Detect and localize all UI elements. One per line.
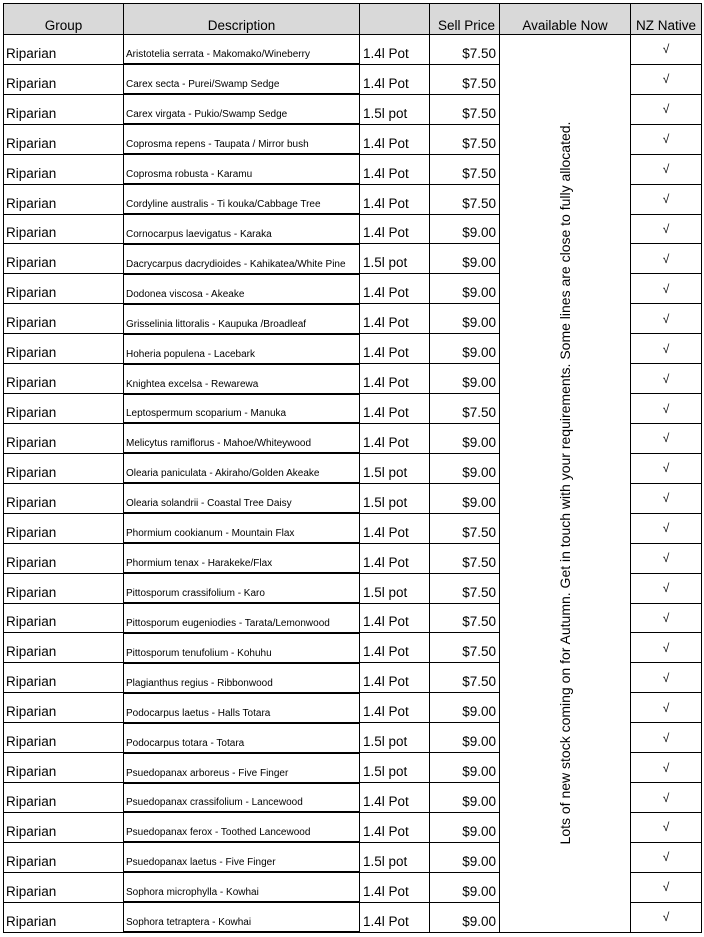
- description-cell[interactable]: Cornocarpus laevigatus - Karaka: [124, 214, 360, 244]
- description-cell[interactable]: Cordyline australis - Ti kouka/Cabbage Tree: [124, 184, 360, 214]
- sell-price-cell[interactable]: $7.50: [430, 35, 500, 65]
- availability-note: Lots of new stock coming on for Autumn. Get in touch with your requirements. Some lines are close to fully allocated.: [557, 121, 573, 845]
- group-cell[interactable]: Riparian: [4, 35, 124, 65]
- pot-size-cell[interactable]: 1.4l Pot: [360, 214, 430, 244]
- pot-size-cell[interactable]: 1.4l Pot: [360, 902, 430, 932]
- pot-size-cell[interactable]: 1.4l Pot: [360, 64, 430, 94]
- nz-native-check-icon[interactable]: √: [631, 364, 702, 394]
- table-body: [4, 35, 702, 933]
- nz-native-check-icon[interactable]: √: [631, 453, 702, 483]
- pot-size-cell[interactable]: 1.4l Pot: [360, 394, 430, 424]
- nz-native-check-icon[interactable]: √: [631, 693, 702, 723]
- description-cell[interactable]: Dodonea viscosa - Akeake: [124, 274, 360, 304]
- group-cell[interactable]: Riparian: [4, 64, 124, 94]
- nz-native-check-icon[interactable]: √: [631, 812, 702, 842]
- description-cell[interactable]: Psuedopanax ferox - Toothed Lancewood: [124, 812, 360, 842]
- sell-price-cell[interactable]: $9.00: [430, 842, 500, 872]
- nz-native-check-icon[interactable]: √: [631, 423, 702, 453]
- column-header-nz-native[interactable]: NZ Native: [631, 4, 702, 35]
- sell-price-cell[interactable]: $9.00: [430, 812, 500, 842]
- description-cell[interactable]: Knightea excelsa - Rewarewa: [124, 364, 360, 394]
- description-cell[interactable]: Olearia solandrii - Coastal Tree Daisy: [124, 483, 360, 513]
- nz-native-check-icon[interactable]: √: [631, 334, 702, 364]
- description-cell[interactable]: Psuedopanax arboreus - Five Finger: [124, 753, 360, 783]
- group-cell[interactable]: Riparian: [4, 603, 124, 633]
- group-cell[interactable]: Riparian: [4, 872, 124, 902]
- nz-native-check-icon[interactable]: √: [631, 214, 702, 244]
- group-cell[interactable]: Riparian: [4, 543, 124, 573]
- description-cell[interactable]: Olearia paniculata - Akiraho/Golden Akeake: [124, 453, 360, 483]
- sell-price-cell[interactable]: $9.00: [430, 364, 500, 394]
- column-header-group[interactable]: Group: [4, 4, 124, 35]
- sell-price-cell[interactable]: $7.50: [430, 64, 500, 94]
- pot-size-cell[interactable]: 1.5l pot: [360, 483, 430, 513]
- header-row: [4, 4, 702, 35]
- sell-price-cell[interactable]: $7.50: [430, 184, 500, 214]
- pot-size-cell[interactable]: 1.5l pot: [360, 94, 430, 124]
- pot-size-cell[interactable]: 1.4l Pot: [360, 364, 430, 394]
- pot-size-cell[interactable]: 1.5l pot: [360, 244, 430, 274]
- nz-native-check-icon[interactable]: √: [631, 842, 702, 872]
- sell-price-cell[interactable]: $7.50: [430, 543, 500, 573]
- group-cell[interactable]: Riparian: [4, 753, 124, 783]
- nz-native-check-icon[interactable]: √: [631, 124, 702, 154]
- nz-native-check-icon[interactable]: √: [631, 394, 702, 424]
- nz-native-check-icon[interactable]: √: [631, 872, 702, 902]
- description-cell[interactable]: Dacrycarpus dacrydioides - Kahikatea/White Pine: [124, 244, 360, 274]
- nz-native-check-icon[interactable]: √: [631, 513, 702, 543]
- sell-price-cell[interactable]: $7.50: [430, 663, 500, 693]
- pot-size-cell[interactable]: 1.4l Pot: [360, 783, 430, 813]
- description-cell[interactable]: Coprosma repens - Taupata / Mirror bush: [124, 124, 360, 154]
- group-cell[interactable]: Riparian: [4, 364, 124, 394]
- sell-price-cell[interactable]: $9.00: [430, 693, 500, 723]
- description-cell[interactable]: Psuedopanax crassifolium - Lancewood: [124, 783, 360, 813]
- group-cell[interactable]: Riparian: [4, 812, 124, 842]
- group-cell[interactable]: Riparian: [4, 124, 124, 154]
- sell-price-cell[interactable]: $7.50: [430, 603, 500, 633]
- description-cell[interactable]: Pittosporum eugeniodies - Tarata/Lemonwood: [124, 603, 360, 633]
- group-cell[interactable]: Riparian: [4, 483, 124, 513]
- pot-size-cell[interactable]: 1.4l Pot: [360, 603, 430, 633]
- group-cell[interactable]: Riparian: [4, 573, 124, 603]
- sell-price-cell[interactable]: $9.00: [430, 214, 500, 244]
- description-cell[interactable]: Aristotelia serrata - Makomako/Wineberry: [124, 35, 360, 65]
- pot-size-cell[interactable]: 1.4l Pot: [360, 812, 430, 842]
- sell-price-cell[interactable]: $7.50: [430, 573, 500, 603]
- group-cell[interactable]: Riparian: [4, 94, 124, 124]
- description-cell[interactable]: Coprosma robusta - Karamu: [124, 154, 360, 184]
- sell-price-cell[interactable]: $7.50: [430, 633, 500, 663]
- description-cell[interactable]: Pittosporum tenufolium - Kohuhu: [124, 633, 360, 663]
- pot-size-cell[interactable]: 1.4l Pot: [360, 124, 430, 154]
- nz-native-check-icon[interactable]: √: [631, 35, 702, 65]
- available-now-cell[interactable]: [500, 35, 631, 933]
- nz-native-check-icon[interactable]: √: [631, 783, 702, 813]
- description-cell[interactable]: Leptospermum scoparium - Manuka: [124, 394, 360, 424]
- group-cell[interactable]: Riparian: [4, 394, 124, 424]
- pot-size-cell[interactable]: 1.5l pot: [360, 573, 430, 603]
- sell-price-cell[interactable]: $9.00: [430, 753, 500, 783]
- price-list-table: [3, 3, 702, 933]
- nz-native-check-icon[interactable]: √: [631, 483, 702, 513]
- nz-native-check-icon[interactable]: √: [631, 64, 702, 94]
- description-cell[interactable]: Sophora tetraptera - Kowhai: [124, 902, 360, 932]
- group-cell[interactable]: Riparian: [4, 723, 124, 753]
- column-header-description[interactable]: Description: [124, 4, 360, 35]
- column-header-size[interactable]: [360, 4, 430, 35]
- pot-size-cell[interactable]: 1.4l Pot: [360, 184, 430, 214]
- group-cell[interactable]: Riparian: [4, 154, 124, 184]
- sell-price-cell[interactable]: $9.00: [430, 423, 500, 453]
- sell-price-cell[interactable]: $9.00: [430, 304, 500, 334]
- group-cell[interactable]: Riparian: [4, 842, 124, 872]
- nz-native-check-icon[interactable]: √: [631, 723, 702, 753]
- table-row: [4, 35, 702, 65]
- description-cell[interactable]: Plagianthus regius - Ribbonwood: [124, 663, 360, 693]
- sell-price-cell[interactable]: $9.00: [430, 274, 500, 304]
- group-cell[interactable]: Riparian: [4, 214, 124, 244]
- nz-native-check-icon[interactable]: √: [631, 94, 702, 124]
- description-cell[interactable]: Carex secta - Purei/Swamp Sedge: [124, 64, 360, 94]
- nz-native-check-icon[interactable]: √: [631, 244, 702, 274]
- pot-size-cell[interactable]: 1.4l Pot: [360, 872, 430, 902]
- group-cell[interactable]: Riparian: [4, 693, 124, 723]
- pot-size-cell[interactable]: 1.4l Pot: [360, 543, 430, 573]
- description-cell[interactable]: Melicytus ramiflorus - Mahoe/Whiteywood: [124, 423, 360, 453]
- sell-price-cell[interactable]: $9.00: [430, 872, 500, 902]
- description-cell[interactable]: Pittosporum crassifolium - Karo: [124, 573, 360, 603]
- group-cell[interactable]: Riparian: [4, 423, 124, 453]
- sell-price-cell[interactable]: $9.00: [430, 334, 500, 364]
- pot-size-cell[interactable]: 1.4l Pot: [360, 663, 430, 693]
- group-cell[interactable]: Riparian: [4, 633, 124, 663]
- group-cell[interactable]: Riparian: [4, 663, 124, 693]
- column-header-sell-price[interactable]: Sell Price: [430, 4, 500, 35]
- sell-price-cell[interactable]: $9.00: [430, 902, 500, 932]
- sell-price-cell[interactable]: $9.00: [430, 723, 500, 753]
- pot-size-cell[interactable]: 1.4l Pot: [360, 334, 430, 364]
- pot-size-cell[interactable]: 1.4l Pot: [360, 274, 430, 304]
- nz-native-check-icon[interactable]: √: [631, 154, 702, 184]
- sell-price-cell[interactable]: $9.00: [430, 453, 500, 483]
- nz-native-check-icon[interactable]: √: [631, 573, 702, 603]
- pot-size-cell[interactable]: 1.4l Pot: [360, 154, 430, 184]
- sell-price-cell[interactable]: $9.00: [430, 483, 500, 513]
- description-cell[interactable]: Psuedopanax laetus - Five Finger: [124, 842, 360, 872]
- nz-native-check-icon[interactable]: √: [631, 663, 702, 693]
- pot-size-cell[interactable]: 1.4l Pot: [360, 304, 430, 334]
- group-cell[interactable]: Riparian: [4, 274, 124, 304]
- description-cell[interactable]: Phormium cookianum - Mountain Flax: [124, 513, 360, 543]
- sell-price-cell[interactable]: $9.00: [430, 244, 500, 274]
- nz-native-check-icon[interactable]: √: [631, 274, 702, 304]
- group-cell[interactable]: Riparian: [4, 513, 124, 543]
- description-cell[interactable]: Phormium tenax - Harakeke/Flax: [124, 543, 360, 573]
- sell-price-cell[interactable]: $7.50: [430, 124, 500, 154]
- description-cell[interactable]: Hoheria populena - Lacebark: [124, 334, 360, 364]
- description-cell[interactable]: Sophora microphylla - Kowhai: [124, 872, 360, 902]
- group-cell[interactable]: Riparian: [4, 184, 124, 214]
- sell-price-cell[interactable]: $9.00: [430, 783, 500, 813]
- pot-size-cell[interactable]: 1.4l Pot: [360, 633, 430, 663]
- pot-size-cell[interactable]: 1.5l pot: [360, 453, 430, 483]
- group-cell[interactable]: Riparian: [4, 244, 124, 274]
- description-cell[interactable]: Podocarpus totara - Totara: [124, 723, 360, 753]
- pot-size-cell[interactable]: 1.5l pot: [360, 842, 430, 872]
- group-cell[interactable]: Riparian: [4, 902, 124, 932]
- description-cell[interactable]: Grisselinia littoralis - Kaupuka /Broadleaf: [124, 304, 360, 334]
- pot-size-cell[interactable]: 1.4l Pot: [360, 513, 430, 543]
- pot-size-cell[interactable]: 1.5l pot: [360, 723, 430, 753]
- pot-size-cell[interactable]: 1.4l Pot: [360, 693, 430, 723]
- description-cell[interactable]: Carex virgata - Pukio/Swamp Sedge: [124, 94, 360, 124]
- group-cell[interactable]: Riparian: [4, 783, 124, 813]
- pot-size-cell[interactable]: 1.4l Pot: [360, 423, 430, 453]
- nz-native-check-icon[interactable]: √: [631, 543, 702, 573]
- nz-native-check-icon[interactable]: √: [631, 633, 702, 663]
- group-cell[interactable]: Riparian: [4, 453, 124, 483]
- sell-price-cell[interactable]: $7.50: [430, 154, 500, 184]
- column-header-available-now[interactable]: Available Now: [500, 4, 631, 35]
- nz-native-check-icon[interactable]: √: [631, 902, 702, 932]
- group-cell[interactable]: Riparian: [4, 304, 124, 334]
- nz-native-check-icon[interactable]: √: [631, 184, 702, 214]
- pot-size-cell[interactable]: 1.4l Pot: [360, 35, 430, 65]
- sell-price-cell[interactable]: $7.50: [430, 94, 500, 124]
- group-cell[interactable]: Riparian: [4, 334, 124, 364]
- nz-native-check-icon[interactable]: √: [631, 753, 702, 783]
- nz-native-check-icon[interactable]: √: [631, 304, 702, 334]
- description-cell[interactable]: Podocarpus laetus - Halls Totara: [124, 693, 360, 723]
- sell-price-cell[interactable]: $7.50: [430, 394, 500, 424]
- sell-price-cell[interactable]: $7.50: [430, 513, 500, 543]
- nz-native-check-icon[interactable]: √: [631, 603, 702, 633]
- pot-size-cell[interactable]: 1.5l pot: [360, 753, 430, 783]
